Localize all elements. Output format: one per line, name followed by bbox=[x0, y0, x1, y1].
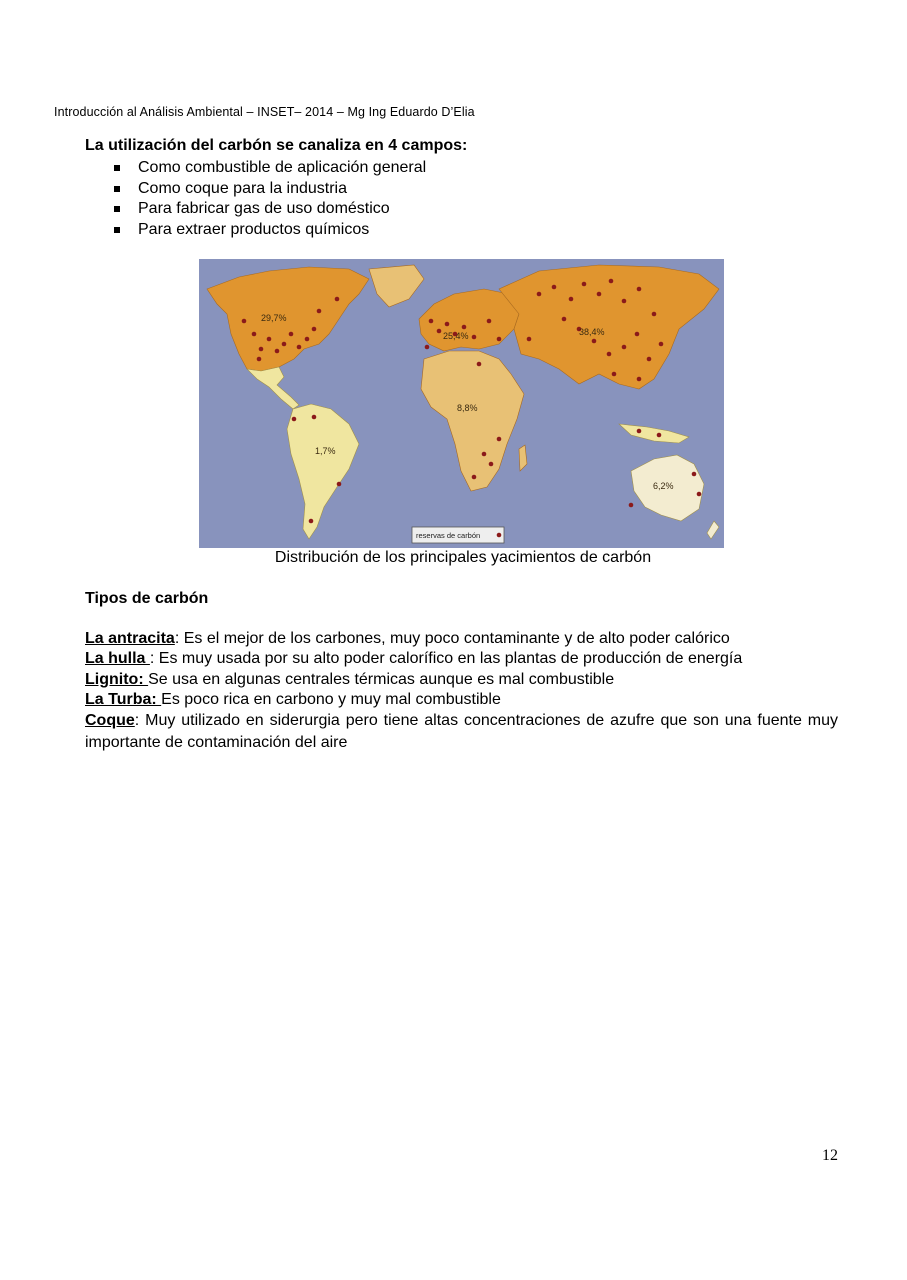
deposit-dot bbox=[257, 357, 262, 362]
label-africa: 8,8% bbox=[457, 403, 478, 413]
type-entry bbox=[85, 710, 838, 753]
list-item: Como combustible de aplicación general bbox=[110, 158, 426, 179]
deposit-dot bbox=[622, 299, 627, 304]
deposit-dot bbox=[309, 519, 314, 524]
type-description: : Es el mejor de los carbones, muy poco contaminante y de alto poder calórico bbox=[174, 630, 730, 647]
type-term: Coque bbox=[85, 712, 135, 730]
list-item: Para fabricar gas de uso doméstico bbox=[110, 199, 426, 220]
deposit-dot bbox=[569, 297, 574, 302]
deposit-dot bbox=[445, 322, 450, 327]
deposit-dot bbox=[659, 342, 664, 347]
bullet-icon bbox=[114, 206, 120, 212]
type-description: : Es muy usada por su alto poder calorífico en las plantas de producción de energía bbox=[149, 650, 743, 668]
deposit-dot bbox=[552, 285, 557, 290]
deposit-dot bbox=[297, 345, 302, 350]
types-title: Tipos de carbón bbox=[85, 590, 209, 607]
deposit-dot bbox=[312, 327, 317, 332]
page-number: 12 bbox=[822, 1147, 838, 1164]
deposit-dot bbox=[607, 352, 612, 357]
deposit-dot bbox=[592, 339, 597, 344]
deposit-dot bbox=[637, 287, 642, 292]
deposit-dot bbox=[305, 337, 310, 342]
type-description: Se usa en algunas centrales térmicas aunque es mal combustible bbox=[148, 670, 615, 688]
coal-types-list bbox=[85, 629, 838, 753]
deposit-dot bbox=[252, 332, 257, 337]
bullet-icon bbox=[114, 186, 120, 192]
deposit-dot bbox=[477, 362, 482, 367]
label-north-america: 29,7% bbox=[261, 313, 287, 323]
type-entry bbox=[85, 690, 838, 710]
coal-reserves-world-map bbox=[199, 259, 724, 548]
deposit-dot bbox=[337, 482, 342, 487]
uses-list bbox=[110, 158, 426, 240]
deposit-dot bbox=[489, 462, 494, 467]
label-south-america: 1,7% bbox=[315, 446, 336, 456]
legend-text: reservas de carbón bbox=[416, 531, 481, 540]
deposit-dot bbox=[275, 349, 280, 354]
deposit-dot bbox=[472, 335, 477, 340]
type-entry bbox=[85, 649, 838, 669]
deposit-dot bbox=[609, 279, 614, 284]
deposit-dot bbox=[429, 319, 434, 324]
deposit-dot bbox=[637, 377, 642, 382]
deposit-dot bbox=[335, 297, 340, 302]
deposit-dot bbox=[267, 337, 272, 342]
map-caption: Distribución de los principales yacimientos de carbón bbox=[274, 549, 652, 566]
page-header: Introducción al Análisis Ambiental – INSET– 2014 – Mg Ing Eduardo D’Elia bbox=[54, 105, 475, 119]
deposit-dot bbox=[242, 319, 247, 324]
deposit-dot bbox=[629, 503, 634, 508]
uses-title: La utilización del carbón se canaliza en 4 campos: bbox=[85, 137, 468, 154]
deposit-dot bbox=[612, 372, 617, 377]
legend-dot bbox=[497, 533, 502, 538]
type-term: La hulla bbox=[85, 650, 150, 668]
deposit-dot bbox=[259, 347, 264, 352]
bullet-icon bbox=[114, 227, 120, 233]
deposit-dot bbox=[652, 312, 657, 317]
deposit-dot bbox=[497, 337, 502, 342]
deposit-dot bbox=[282, 342, 287, 347]
deposit-dot bbox=[637, 429, 642, 434]
type-description: : Muy utilizado en siderurgia pero tiene altas concentraciones de azufre que son una fuente muy importante de contaminación del aire bbox=[85, 712, 838, 751]
label-oceania: 6,2% bbox=[653, 481, 674, 491]
bullet-icon bbox=[114, 165, 120, 171]
deposit-dot bbox=[527, 337, 532, 342]
deposit-dot bbox=[647, 357, 652, 362]
deposit-dot bbox=[292, 417, 297, 422]
type-term: Lignito: bbox=[85, 670, 149, 688]
deposit-dot bbox=[482, 452, 487, 457]
deposit-dot bbox=[462, 325, 467, 330]
deposit-dot bbox=[635, 332, 640, 337]
deposit-dot bbox=[692, 472, 697, 477]
deposit-dot bbox=[562, 317, 567, 322]
deposit-dot bbox=[312, 415, 317, 420]
deposit-dot bbox=[697, 492, 702, 497]
type-entry bbox=[85, 670, 838, 690]
deposit-dot bbox=[657, 433, 662, 438]
deposit-dot bbox=[289, 332, 294, 337]
deposit-dot bbox=[622, 345, 627, 350]
label-europe: 25,4% bbox=[443, 331, 469, 341]
label-asia: 38,4% bbox=[579, 327, 605, 337]
type-term: La antracita bbox=[85, 630, 175, 647]
deposit-dot bbox=[472, 475, 477, 480]
type-entry bbox=[85, 629, 838, 649]
deposit-dot bbox=[537, 292, 542, 297]
deposit-dot bbox=[582, 282, 587, 287]
list-item: Como coque para la industria bbox=[110, 179, 426, 200]
deposit-dot bbox=[437, 329, 442, 334]
deposit-dot bbox=[425, 345, 430, 350]
deposit-dot bbox=[317, 309, 322, 314]
type-description: Es poco rica en carbono y muy mal combustible bbox=[161, 690, 501, 708]
deposit-dot bbox=[497, 437, 502, 442]
deposit-dot bbox=[487, 319, 492, 324]
list-item: Para extraer productos químicos bbox=[110, 220, 426, 241]
deposit-dot bbox=[597, 292, 602, 297]
type-term: La Turba: bbox=[85, 690, 162, 708]
